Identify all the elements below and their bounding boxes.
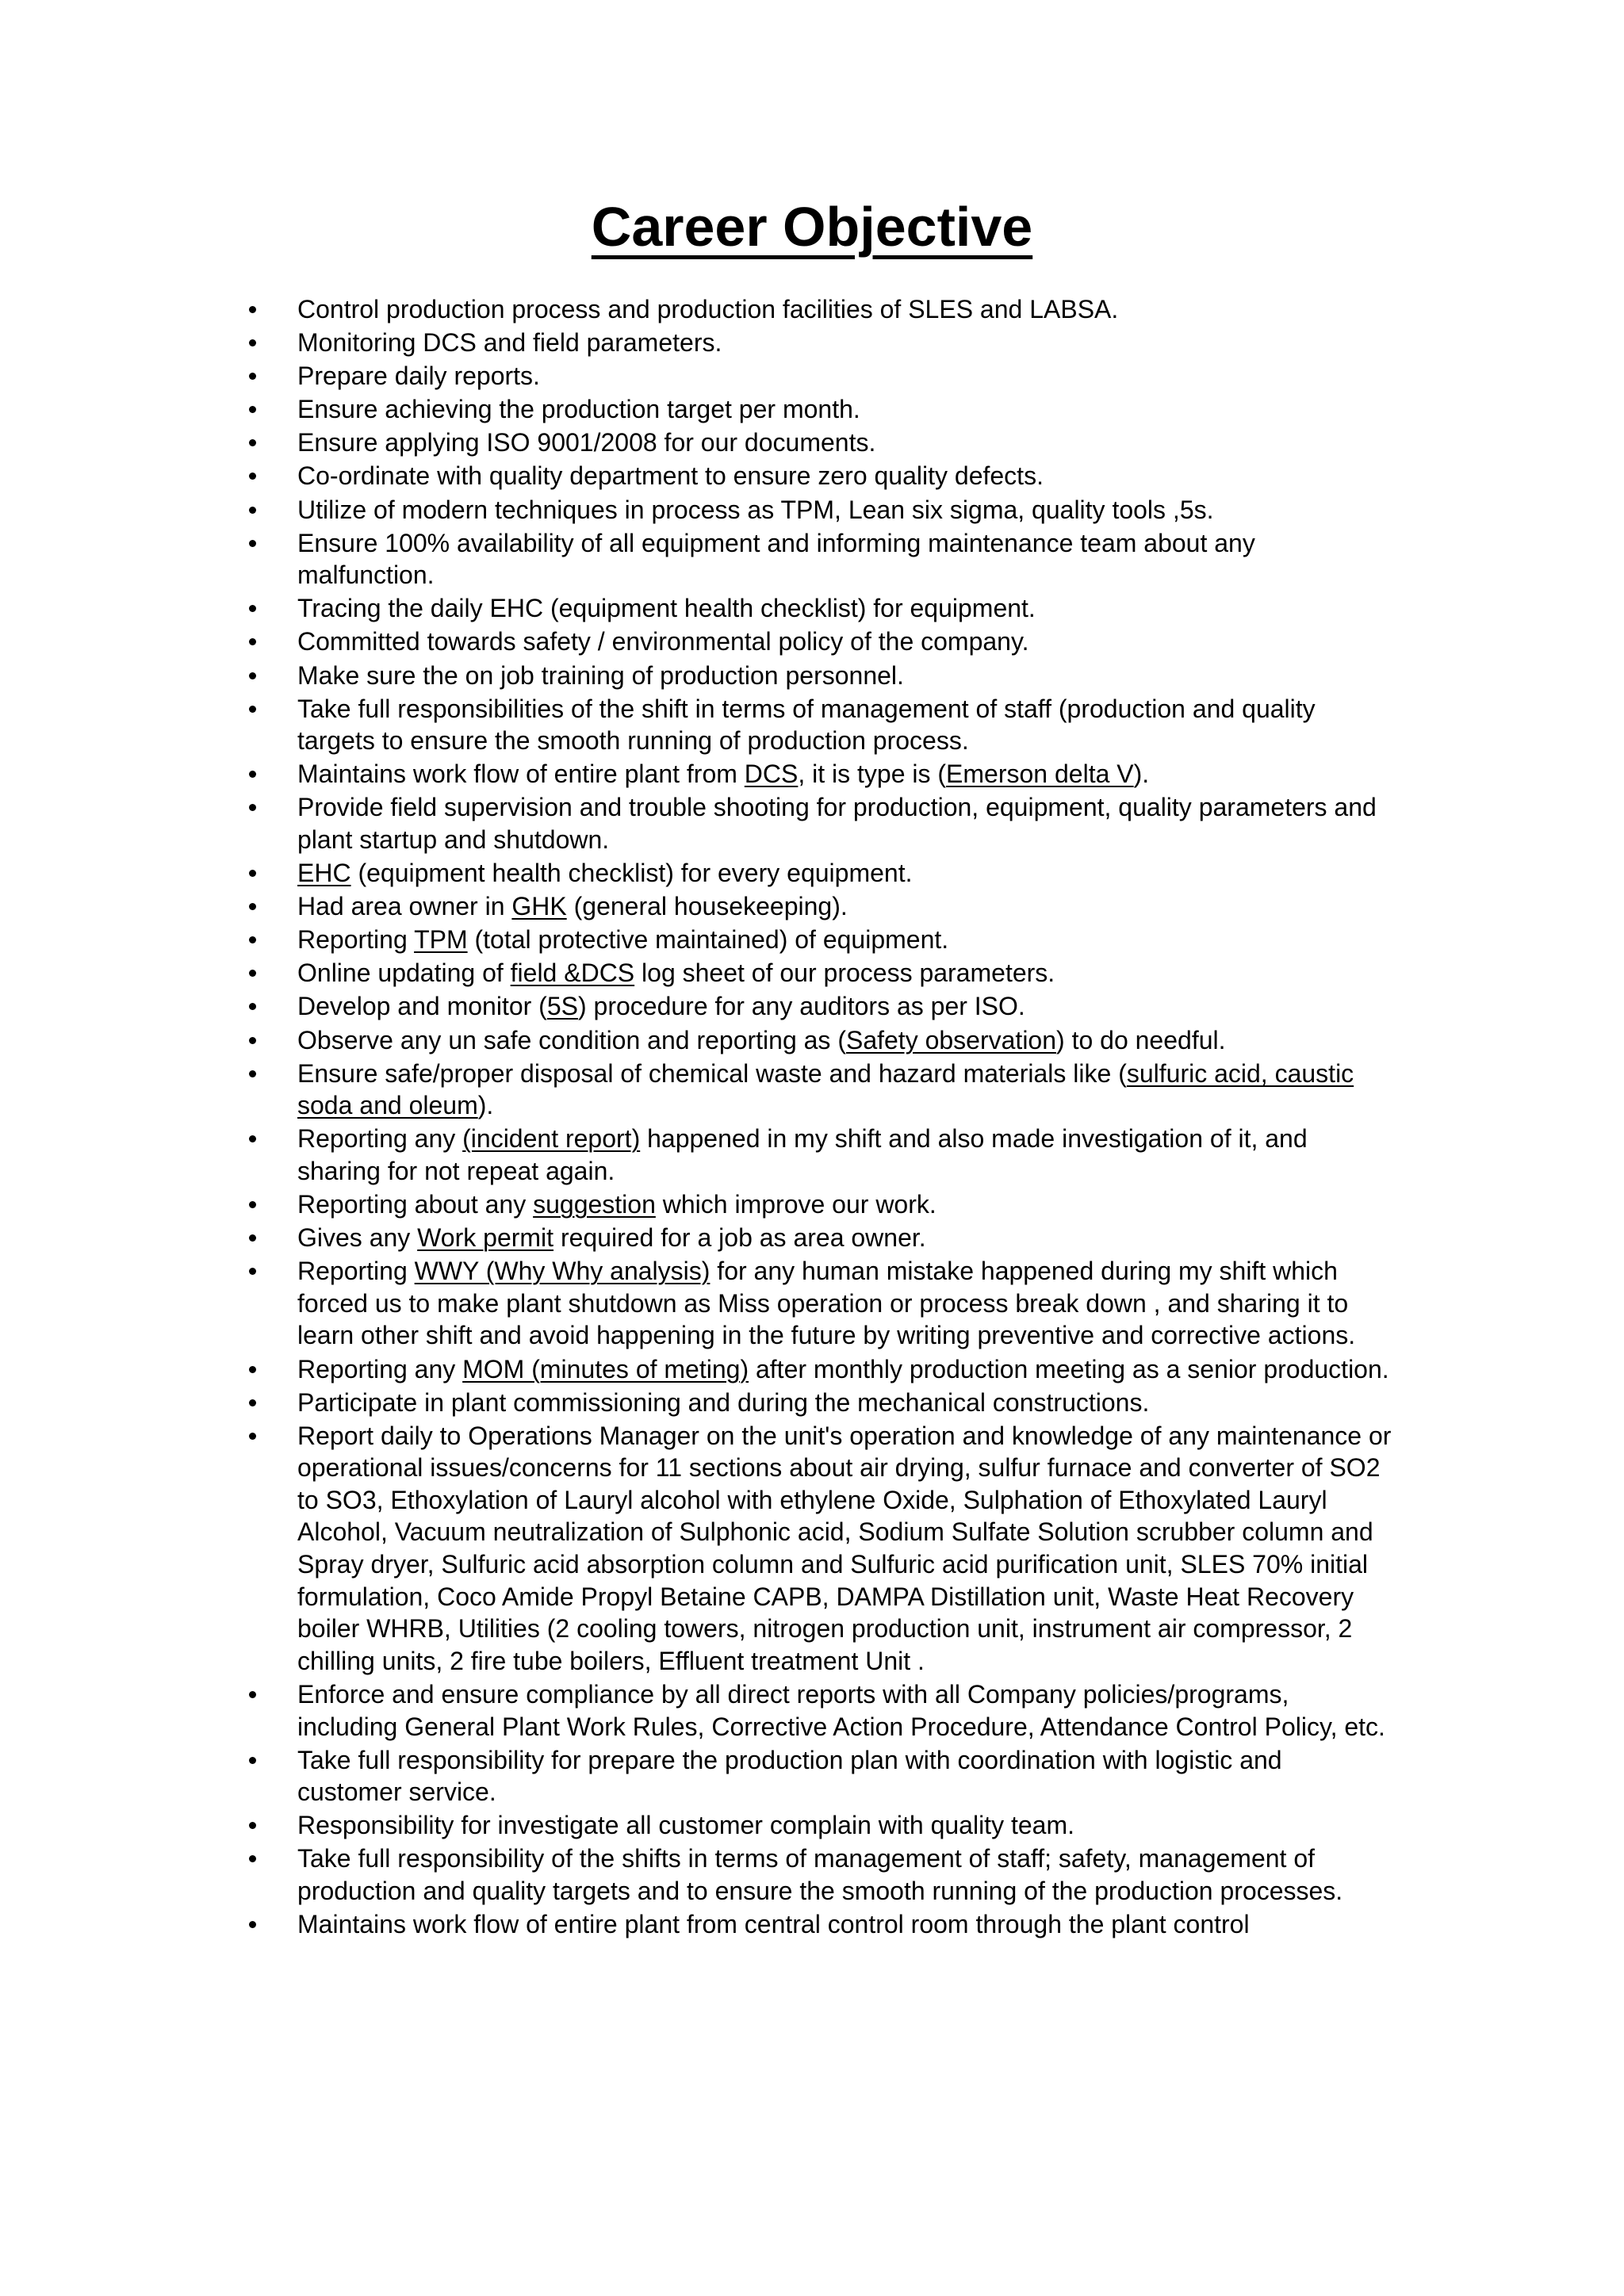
- item-text: required for a job as area owner.: [553, 1223, 926, 1253]
- bullet-icon: [249, 473, 256, 480]
- objective-item: [0, 1809, 1392, 1842]
- objective-item: [0, 857, 1392, 890]
- objective-item: [0, 890, 1392, 923]
- bullet-icon: [249, 936, 256, 943]
- bullet-icon: [249, 339, 256, 346]
- bullet-icon: [249, 1037, 256, 1044]
- objective-item: [0, 393, 1392, 426]
- item-text: Report daily to Operations Manager on the unit's operation and knowledge of any maintenance or operational issues/concerns for 11 sections about air drying, sulfur furnace and converter of SO2 to SO3, Ethoxylation of Lauryl alcohol with ethylene Oxide, Sulphation of Ethoxylated Lauryl Alcohol, Vacuum neutralization of Sulphonic acid, Sodium Sulfate Solution scrubber column and Spray dryer, Sulfuric acid absorption column and Sulfuric acid purification unit, SLES 70% initial formulation, Coco Amide Propyl Betaine CAPB, DAMPA Distillation unit, Waste Heat Recovery boiler WHRB, Utilities (2 cooling towers, nitrogen production unit, instrument air compressor, 2 chilling units, 2 fire tube boilers, Effluent treatment Unit .: [297, 1421, 1392, 1675]
- objective-item: [0, 1744, 1392, 1808]
- item-text: Responsibility for investigate all customer complain with quality team.: [297, 1811, 1074, 1840]
- objective-item: [0, 1188, 1392, 1221]
- objective-item: [0, 460, 1392, 492]
- underlined-term: 5S: [546, 992, 578, 1021]
- bullet-icon: [249, 406, 256, 413]
- item-text: Participate in plant commissioning and during the mechanical constructions.: [297, 1387, 1150, 1417]
- item-text: Take full responsibility for prepare the production plan with coordination with logistic and customer service.: [297, 1745, 1282, 1807]
- bullet-icon: [249, 1070, 256, 1077]
- item-text: ) procedure for any auditors as per ISO.: [577, 992, 1025, 1021]
- objective-item: [0, 1420, 1392, 1678]
- page-title-text: Career Objective: [591, 196, 1033, 258]
- underlined-term: WWY (Why Why analysis): [414, 1257, 710, 1286]
- underlined-term: EHC: [297, 859, 351, 888]
- bullet-icon: [249, 1201, 256, 1208]
- item-text: Gives any: [297, 1223, 418, 1253]
- objective-item: [0, 1678, 1392, 1743]
- item-text: Tracing the daily EHC (equipment health checklist) for equipment.: [297, 594, 1036, 623]
- bullet-icon: [249, 706, 256, 713]
- item-text: Ensure 100% availability of all equipment and informing maintenance team about any malfunction.: [297, 528, 1255, 590]
- item-text: log sheet of our process parameters.: [634, 959, 1055, 988]
- item-text: Provide field supervision and trouble shooting for production, equipment, quality parameters and plant startup and shutdown.: [297, 793, 1377, 854]
- item-text: (general housekeeping).: [566, 892, 848, 921]
- bullet-icon: [249, 507, 256, 514]
- item-text: Reporting: [297, 1257, 415, 1286]
- item-text: Prepare daily reports.: [297, 362, 540, 391]
- objective-item: [0, 990, 1392, 1023]
- bullet-icon: [249, 605, 256, 612]
- bullet-icon: [249, 1757, 256, 1764]
- objective-item: [0, 592, 1392, 625]
- item-text: Reporting any: [297, 1124, 463, 1154]
- objective-item: [0, 293, 1392, 326]
- item-text: after monthly production meeting as a senior production.: [749, 1354, 1389, 1383]
- bullet-icon: [249, 1855, 256, 1862]
- underlined-term: Work permit: [417, 1223, 554, 1253]
- objective-item: [0, 427, 1392, 459]
- objective-item: [0, 1222, 1392, 1254]
- objective-item: [0, 758, 1392, 790]
- bullet-icon: [249, 970, 256, 977]
- item-text: Take full responsibilities of the shift in terms of management of staff (production and quality targets to ensure the smooth running of production process.: [297, 694, 1316, 756]
- item-text: Monitoring DCS and field parameters.: [297, 328, 722, 358]
- item-text: ) to do needful.: [1056, 1025, 1226, 1054]
- objective-item: [0, 660, 1392, 692]
- item-text: Maintains work flow of entire plant from: [297, 760, 745, 789]
- objective-item: [0, 693, 1392, 757]
- underlined-term: GHK: [511, 892, 567, 921]
- underlined-term: Emerson delta V: [946, 760, 1134, 789]
- bullet-icon: [249, 870, 256, 877]
- bullet-icon: [249, 903, 256, 910]
- item-text: Reporting about any: [297, 1190, 534, 1219]
- objective-item: [0, 360, 1392, 392]
- item-text: which improve our work.: [655, 1190, 936, 1219]
- item-text: Take full responsibility of the shifts in terms of management of staff; safety, management of production and quality targets and to ensure the smooth running of the production processes.: [297, 1844, 1343, 1905]
- item-text: Enforce and ensure compliance by all direct reports with all Company policies/programs, including General Plant Work Rules, Corrective Action Procedure, Attendance Control Policy, etc.: [297, 1679, 1385, 1741]
- item-text: Maintains work flow of entire plant from central control room through the plant control: [297, 1910, 1250, 1939]
- item-text: ).: [477, 1091, 494, 1120]
- objective-list: [0, 293, 1624, 1942]
- item-text: Ensure achieving the production target per month.: [297, 395, 860, 424]
- item-text: ).: [1133, 760, 1150, 789]
- bullet-icon: [249, 672, 256, 679]
- bullet-icon: [249, 804, 256, 811]
- objective-item: [0, 791, 1392, 855]
- bullet-icon: [249, 373, 256, 380]
- item-text: Utilize of modern techniques in process as TPM, Lean six sigma, quality tools ,5s.: [297, 495, 1214, 524]
- item-text: , it is type is (: [798, 760, 947, 789]
- objective-item: [0, 1058, 1392, 1122]
- objective-item: [0, 1123, 1392, 1187]
- item-text: (total protective maintained) of equipment.: [467, 925, 949, 955]
- item-text: Reporting: [297, 925, 415, 955]
- objective-item: [0, 626, 1392, 658]
- objective-item: [0, 957, 1392, 989]
- item-text: Reporting any: [297, 1354, 463, 1383]
- bullet-icon: [249, 1366, 256, 1373]
- item-text: Committed towards safety / environmental policy of the company.: [297, 627, 1029, 656]
- underlined-term: sulfuric acid, caustic soda and oleum: [297, 1058, 1354, 1120]
- bullet-icon: [249, 439, 256, 446]
- underlined-term: MOM (minutes of meting): [462, 1354, 749, 1383]
- objective-item: [0, 1908, 1392, 1941]
- item-text: Online updating of: [297, 959, 511, 988]
- item-text: Co-ordinate with quality department to ensure zero quality defects.: [297, 461, 1044, 491]
- objective-item: [0, 494, 1392, 526]
- underlined-term: field &DCS: [510, 959, 635, 988]
- underlined-term: (incident report): [462, 1124, 641, 1154]
- underlined-term: suggestion: [533, 1190, 656, 1219]
- bullet-icon: [249, 1921, 256, 1928]
- bullet-icon: [249, 1822, 256, 1829]
- bullet-icon: [249, 306, 256, 313]
- item-text: happened in my shift and also made investigation of it, and sharing for not repeat again.: [297, 1124, 1308, 1185]
- bullet-icon: [249, 1399, 256, 1406]
- objective-item: [0, 327, 1392, 359]
- item-text: (equipment health checklist) for every equipment.: [350, 859, 913, 888]
- objective-item: [0, 1353, 1392, 1386]
- item-text: Make sure the on job training of production personnel.: [297, 660, 904, 690]
- bullet-icon: [249, 1433, 256, 1440]
- objective-item: [0, 1024, 1392, 1057]
- bullet-icon: [249, 638, 256, 645]
- objective-item: [0, 924, 1392, 956]
- bullet-icon: [249, 540, 256, 547]
- item-text: Observe any un safe condition and reporting as (: [297, 1025, 846, 1054]
- item-text: Ensure safe/proper disposal of chemical waste and hazard materials like (: [297, 1058, 1127, 1088]
- bullet-icon: [249, 1691, 256, 1698]
- bullet-icon: [249, 1268, 256, 1275]
- item-text: Control production process and production facilities of SLES and LABSA.: [297, 295, 1119, 323]
- underlined-term: TPM: [414, 925, 468, 955]
- objective-item: [0, 1843, 1392, 1907]
- underlined-term: DCS: [744, 760, 799, 789]
- item-text: for any human mistake happened during my shift which forced us to make plant shutdown as Miss operation or process break down , and sharing it to learn other shift and avoid happening in the future by writing preventive and corrective actions.: [297, 1257, 1356, 1350]
- bullet-icon: [249, 1003, 256, 1010]
- item-text: Had area owner in: [297, 892, 512, 921]
- bullet-icon: [249, 1135, 256, 1142]
- objective-item: [0, 1387, 1392, 1419]
- bullet-icon: [249, 771, 256, 778]
- objective-item: [0, 1255, 1392, 1352]
- objective-item: [0, 527, 1392, 591]
- underlined-term: Safety observation: [845, 1025, 1057, 1054]
- bullet-icon: [249, 1234, 256, 1242]
- item-text: Ensure applying ISO 9001/2008 for our documents.: [297, 428, 876, 457]
- item-text: Develop and monitor (: [297, 992, 547, 1021]
- page-title: [0, 189, 1624, 265]
